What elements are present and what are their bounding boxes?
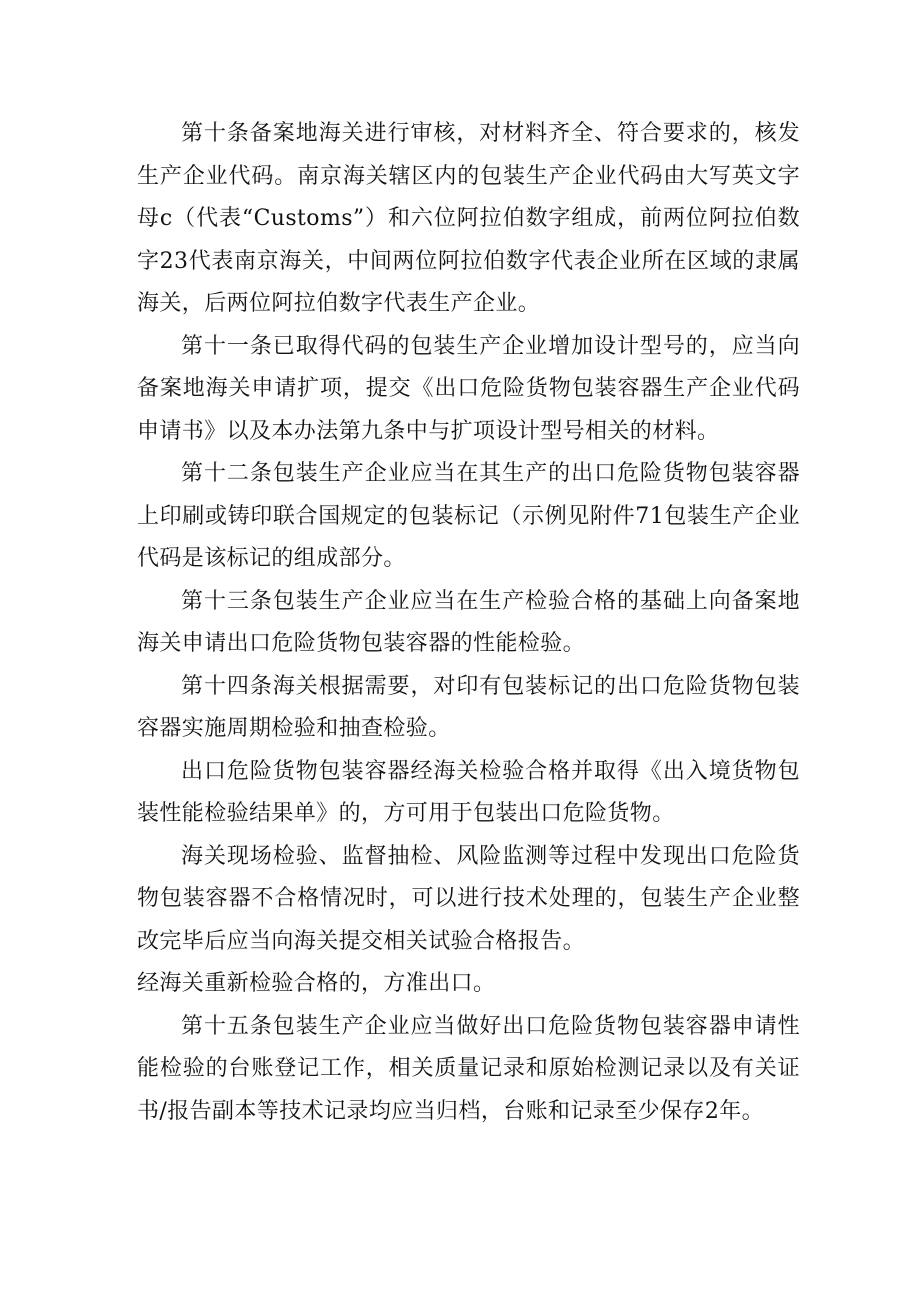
- paragraph-article-11: 第十一条已取得代码的包装生产企业增加设计型号的，应当向备案地海关申请扩项，提交《出口危险货物包装容器生产企业代码申请书》以及本办法第九条中与扩项设计型号相关的材料。: [137, 333, 800, 444]
- paragraph-article-10: 第十条备案地海关进行审核，对材料齐全、符合要求的，核发生产企业代码。南京海关辖区内的包装生产企业代码由大写英文字母c（代表“Customs”）和六位阿拉伯数字组成，前两位阿拉伯数字23代表南京海关，中间两位阿拉伯数字代表企业所在区域的隶属海关，后两位阿拉伯数字代表生产企业。: [137, 121, 800, 316]
- paragraph-onsite-inspection: 海关现场检验、监督抽检、风险监测等过程中发现出口危险货物包装容器不合格情况时，可以进行技术处理的，包装生产企业整改完毕后应当向海关提交相关试验合格报告。: [137, 843, 800, 954]
- paragraph-reinspection: 经海关重新检验合格的，方准出口。: [137, 971, 496, 996]
- document-body: [137, 113, 800, 1133]
- paragraph-article-14: 第十四条海关根据需要，对印有包装标记的出口危险货物包装容器实施周期检验和抽查检验。: [137, 673, 800, 741]
- paragraph-inspection-result: 出口危险货物包装容器经海关检验合格并取得《出入境货物包装性能检验结果单》的，方可用于包装出口危险货物。: [137, 758, 800, 826]
- paragraph-article-13: 第十三条包装生产企业应当在生产检验合格的基础上向备案地海关申请出口危险货物包装容器的性能检验。: [137, 588, 800, 656]
- paragraph-article-12: 第十二条包装生产企业应当在其生产的出口危险货物包装容器上印刷或铸印联合国规定的包装标记（示例见附件71包装生产企业代码是该标记的组成部分。: [137, 461, 800, 571]
- paragraph-article-15: 第十五条包装生产企业应当做好出口危险货物包装容器申请性能检验的台账登记工作，相关质量记录和原始检测记录以及有关证书/报告副本等技术记录均应当归档，台账和记录至少保存2年。: [137, 1013, 800, 1124]
